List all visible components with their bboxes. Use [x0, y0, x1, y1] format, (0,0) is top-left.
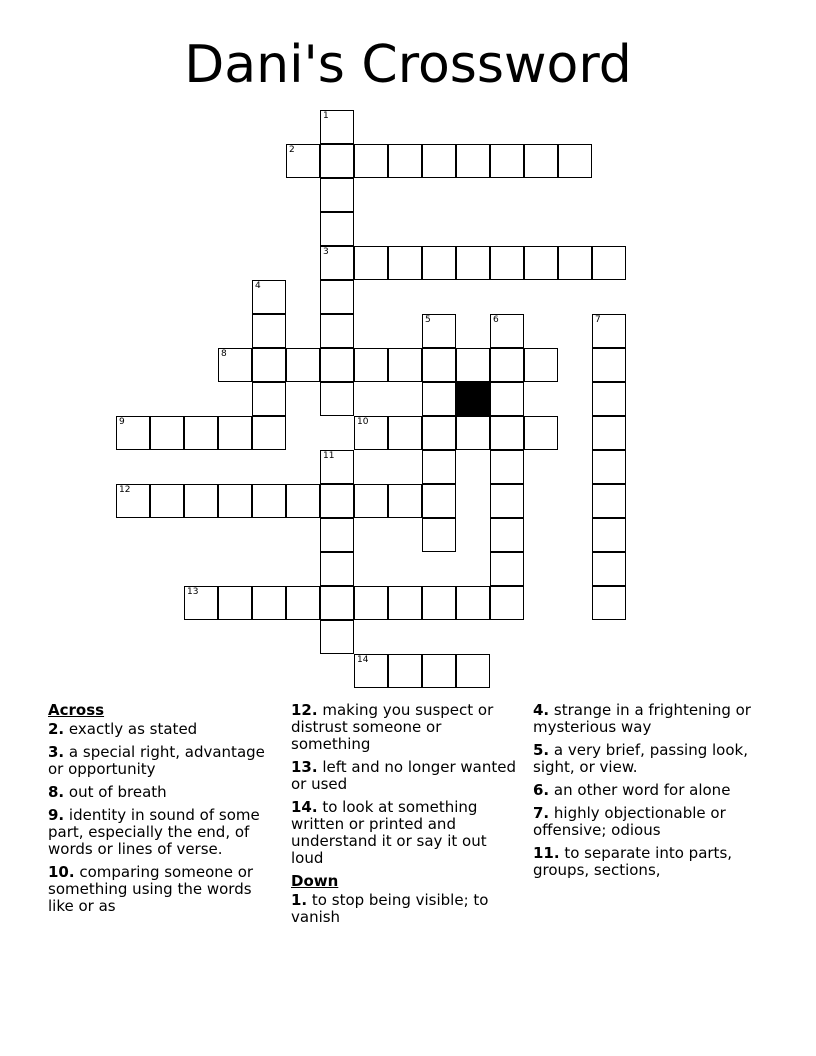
clue-item-text: a special right, advantage or opportunity	[48, 743, 265, 778]
clue-item	[533, 805, 773, 839]
grid-cell[interactable]	[320, 586, 354, 620]
grid-cell[interactable]	[388, 348, 422, 382]
clue-item-number: 12.	[291, 701, 318, 719]
clue-number: 7	[595, 315, 601, 325]
clue-item-number: 5.	[533, 741, 550, 759]
grid-cell[interactable]	[286, 348, 320, 382]
clue-item-number: 13.	[291, 758, 318, 776]
grid-cell[interactable]	[592, 450, 626, 484]
clue-item	[48, 864, 276, 915]
grid-cell[interactable]	[354, 144, 388, 178]
clue-number: 12	[119, 485, 131, 495]
grid-cell[interactable]	[524, 144, 558, 178]
clue-item-text: to separate into parts, groups, sections,	[533, 844, 733, 879]
grid-cell[interactable]	[320, 518, 354, 552]
grid-cell[interactable]	[320, 552, 354, 586]
grid-cell[interactable]	[320, 246, 354, 280]
clue-item	[291, 702, 519, 753]
grid-cell[interactable]	[490, 552, 524, 586]
clue-number: 5	[425, 315, 431, 325]
grid-cell[interactable]	[592, 416, 626, 450]
clue-item-text: highly objectionable or offensive; odious	[533, 804, 726, 839]
grid-cell[interactable]	[422, 348, 456, 382]
clue-item-text: comparing someone or something using the words like or as	[48, 863, 254, 915]
grid-cell[interactable]	[456, 654, 490, 688]
grid-cell[interactable]	[524, 246, 558, 280]
grid-cell[interactable]	[218, 586, 252, 620]
grid-cell[interactable]	[354, 484, 388, 518]
grid-cell[interactable]	[558, 246, 592, 280]
clue-item	[291, 892, 519, 926]
clue-item-number: 14.	[291, 798, 318, 816]
grid-cell[interactable]	[490, 416, 524, 450]
clue-column-2	[291, 702, 519, 932]
grid-cell[interactable]	[218, 484, 252, 518]
grid-cell[interactable]	[218, 416, 252, 450]
grid-cell[interactable]	[422, 416, 456, 450]
grid-cell[interactable]	[252, 348, 286, 382]
grid-cell[interactable]	[286, 586, 320, 620]
clue-item-text: to stop being visible; to vanish	[291, 891, 489, 926]
grid-cell[interactable]	[320, 144, 354, 178]
grid-cell[interactable]	[116, 416, 150, 450]
grid-cell[interactable]	[490, 348, 524, 382]
clue-number: 4	[255, 281, 261, 291]
clue-item	[291, 799, 519, 867]
grid-cell[interactable]	[490, 450, 524, 484]
grid-cell[interactable]	[354, 348, 388, 382]
page-title: Dani's Crossword	[184, 35, 632, 95]
clue-item-text: left and no longer wanted or used	[291, 758, 516, 793]
clue-number: 3	[323, 247, 329, 257]
grid-cell[interactable]	[218, 348, 252, 382]
clue-item-text: identity in sound of some part, especially the end, of words or lines of verse.	[48, 806, 260, 858]
grid-cell[interactable]	[456, 586, 490, 620]
clue-number: 14	[357, 655, 369, 665]
clue-item-number: 8.	[48, 783, 65, 801]
grid-cell[interactable]	[422, 654, 456, 688]
grid-cell[interactable]	[150, 484, 184, 518]
clue-item-number: 10.	[48, 863, 75, 881]
clue-number: 6	[493, 315, 499, 325]
grid-cell[interactable]	[354, 246, 388, 280]
grid-cell[interactable]	[184, 416, 218, 450]
grid-cell[interactable]	[490, 246, 524, 280]
black-cell	[456, 382, 490, 416]
grid-cell[interactable]	[184, 484, 218, 518]
grid-cell[interactable]	[422, 450, 456, 484]
clue-item-text: strange in a frightening or mysterious way	[533, 701, 751, 736]
clue-item-number: 6.	[533, 781, 550, 799]
grid-cell[interactable]	[252, 484, 286, 518]
grid-cell[interactable]	[320, 212, 354, 246]
grid-cell[interactable]	[252, 280, 286, 314]
grid-cell[interactable]	[150, 416, 184, 450]
grid-cell[interactable]	[252, 416, 286, 450]
grid-cell[interactable]	[456, 144, 490, 178]
clue-number: 9	[119, 417, 125, 427]
clue-item-text: making you suspect or distrust someone or something	[291, 701, 494, 753]
clue-item-text: an other word for alone	[553, 781, 731, 799]
clue-item	[48, 807, 276, 858]
clue-section-heading: Down	[291, 872, 339, 890]
grid-cell[interactable]	[252, 586, 286, 620]
grid-cell[interactable]	[252, 382, 286, 416]
grid-cell[interactable]	[456, 246, 490, 280]
clue-item-number: 1.	[291, 891, 308, 909]
clue-item	[533, 742, 773, 776]
grid-cell[interactable]	[592, 348, 626, 382]
grid-cell[interactable]	[388, 416, 422, 450]
clue-item-number: 11.	[533, 844, 560, 862]
clue-column-3	[533, 702, 773, 885]
grid-cell[interactable]	[456, 348, 490, 382]
grid-cell[interactable]	[490, 144, 524, 178]
grid-cell[interactable]	[320, 348, 354, 382]
clue-item-text: a very brief, passing look, sight, or view.	[533, 741, 748, 776]
grid-cell[interactable]	[354, 654, 388, 688]
grid-cell[interactable]	[490, 518, 524, 552]
clue-item-number: 4.	[533, 701, 550, 719]
clue-number: 13	[187, 587, 199, 597]
grid-cell[interactable]	[320, 484, 354, 518]
grid-cell[interactable]	[422, 484, 456, 518]
grid-cell[interactable]	[320, 382, 354, 416]
clue-item-number: 7.	[533, 804, 550, 822]
grid-cell[interactable]	[388, 484, 422, 518]
grid-cell[interactable]	[422, 144, 456, 178]
clue-item	[533, 702, 773, 736]
clue-number: 10	[357, 417, 369, 427]
grid-cell[interactable]	[320, 280, 354, 314]
grid-cell[interactable]	[320, 178, 354, 212]
grid-cell[interactable]	[116, 484, 150, 518]
clue-item	[48, 744, 276, 778]
clue-item	[48, 721, 276, 738]
grid-cell[interactable]	[320, 620, 354, 654]
clue-item	[291, 759, 519, 793]
clue-section-heading: Across	[48, 701, 105, 719]
grid-cell[interactable]	[558, 144, 592, 178]
grid-cell[interactable]	[388, 246, 422, 280]
grid-cell[interactable]	[252, 314, 286, 348]
clue-item-text: to look at something written or printed and understand it or say it out loud	[291, 798, 487, 867]
grid-cell[interactable]	[320, 110, 354, 144]
clue-number: 1	[323, 111, 329, 121]
grid-cell[interactable]	[456, 416, 490, 450]
grid-cell[interactable]	[422, 382, 456, 416]
clue-item-number: 3.	[48, 743, 65, 761]
grid-cell[interactable]	[592, 246, 626, 280]
clue-number: 11	[323, 451, 335, 461]
clue-item	[48, 784, 276, 801]
clue-item	[533, 845, 773, 879]
grid-cell[interactable]	[388, 654, 422, 688]
grid-cell[interactable]	[592, 314, 626, 348]
clue-number: 2	[289, 145, 295, 155]
grid-cell[interactable]	[592, 518, 626, 552]
grid-cell[interactable]	[320, 314, 354, 348]
grid-cell[interactable]	[490, 484, 524, 518]
grid-cell[interactable]	[422, 518, 456, 552]
clue-item	[533, 782, 773, 799]
grid-cell[interactable]	[286, 144, 320, 178]
grid-cell[interactable]	[286, 484, 320, 518]
clue-item-text: out of breath	[68, 783, 167, 801]
grid-cell[interactable]	[524, 348, 558, 382]
grid-cell[interactable]	[490, 586, 524, 620]
clue-item-text: exactly as stated	[68, 720, 198, 738]
grid-cell[interactable]	[592, 586, 626, 620]
grid-cell[interactable]	[184, 586, 218, 620]
grid-cell[interactable]	[490, 314, 524, 348]
clue-number: 8	[221, 349, 227, 359]
grid-cell[interactable]	[422, 246, 456, 280]
grid-cell[interactable]	[592, 552, 626, 586]
grid-cell[interactable]	[592, 382, 626, 416]
grid-cell[interactable]	[422, 586, 456, 620]
grid-cell[interactable]	[524, 416, 558, 450]
grid-cell[interactable]	[354, 586, 388, 620]
grid-cell[interactable]	[388, 586, 422, 620]
clue-item-number: 2.	[48, 720, 65, 738]
grid-cell[interactable]	[388, 144, 422, 178]
grid-cell[interactable]	[320, 450, 354, 484]
clue-item-number: 9.	[48, 806, 65, 824]
grid-cell[interactable]	[490, 382, 524, 416]
grid-cell[interactable]	[422, 314, 456, 348]
grid-cell[interactable]	[354, 416, 388, 450]
grid-cell[interactable]	[592, 484, 626, 518]
clue-column-1	[48, 702, 276, 921]
